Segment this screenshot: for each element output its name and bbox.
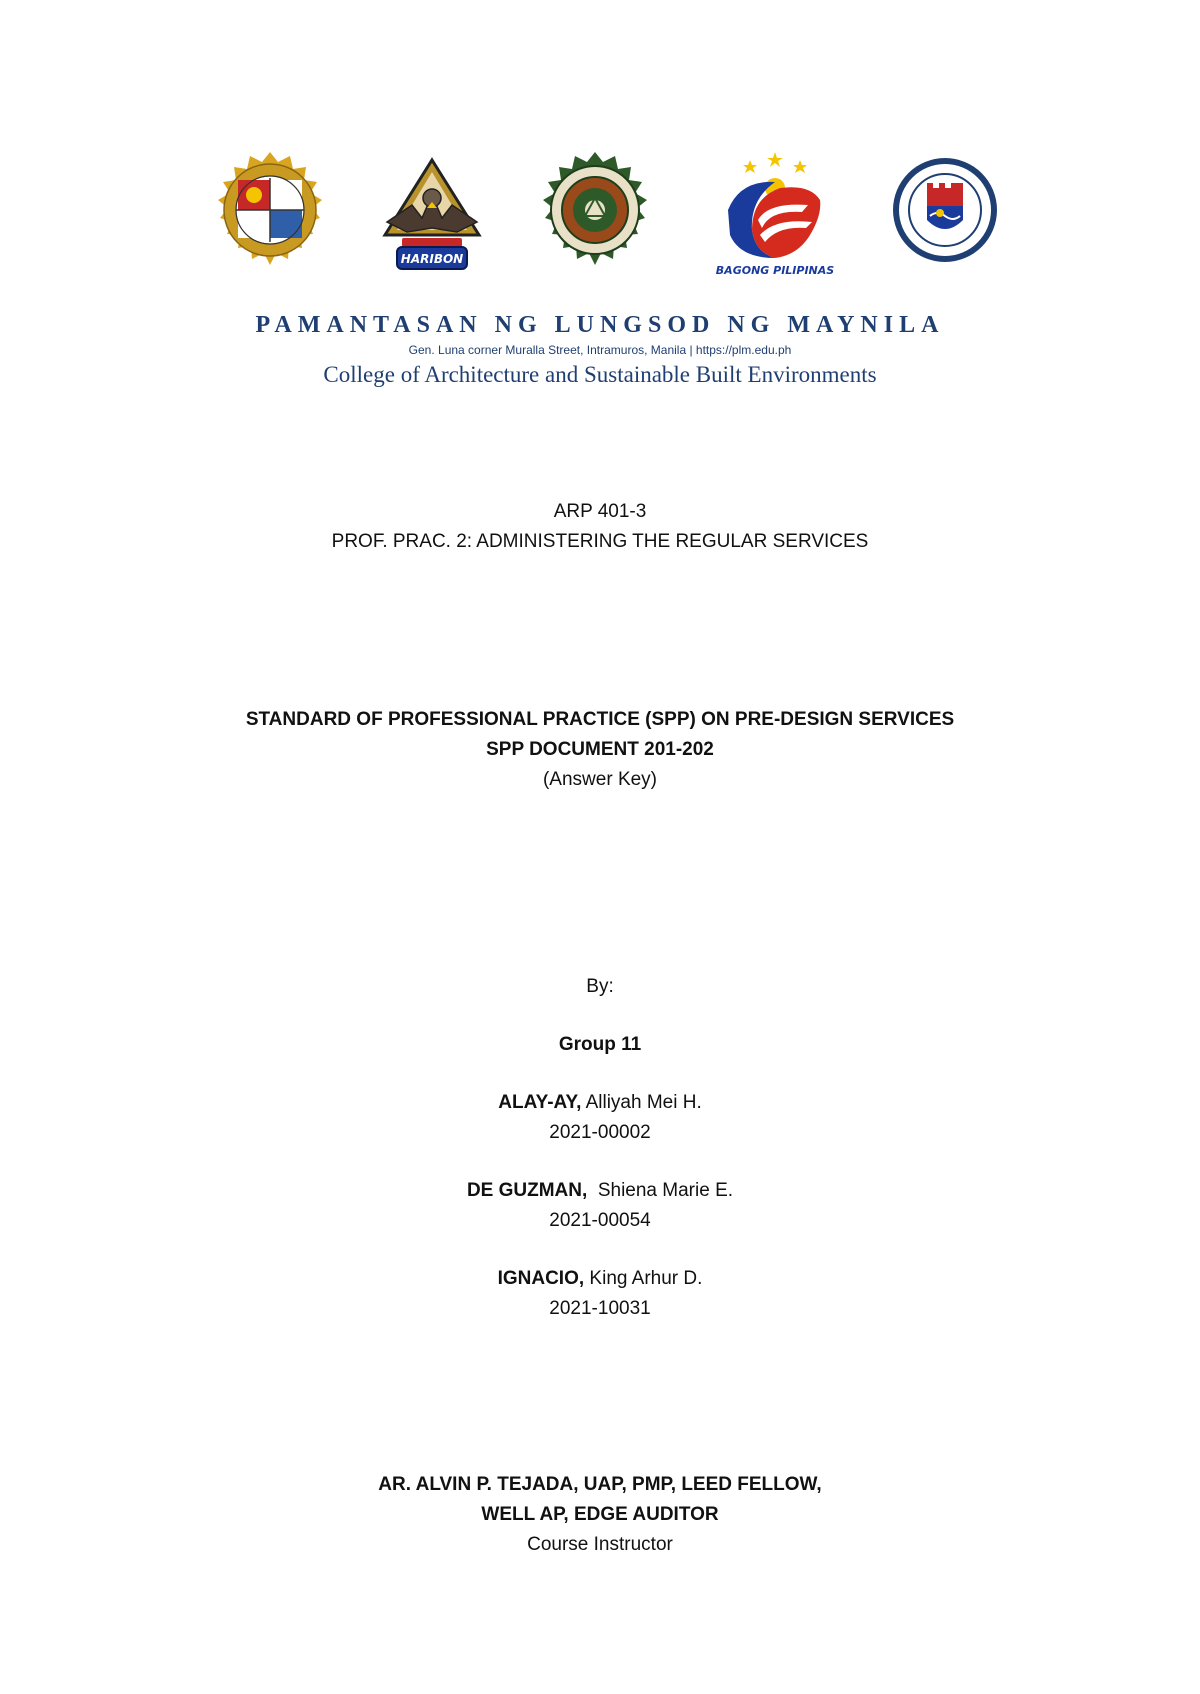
group-name: Group 11: [558, 1034, 642, 1055]
member-given-name: King Arhur D.: [584, 1268, 703, 1289]
college-name: College of Architecture and Sustainable Built Environments: [323, 362, 877, 387]
member-given-name: Alliyah Mei H.: [581, 1092, 702, 1113]
instructor-name-line-2: WELL AP, EDGE AUDITOR: [481, 1504, 719, 1525]
member-id: 2021-00054: [549, 1210, 651, 1231]
member-name: [0, 1091, 1200, 1115]
university-address: Gen. Luna corner Muralla Street, Intramuros, Manila | https://plm.edu.ph: [408, 343, 792, 357]
course-code: ARP 401-3: [553, 501, 647, 522]
member-id: 2021-10031: [549, 1298, 651, 1319]
college-seal-icon: [530, 150, 660, 280]
document-number: SPP DOCUMENT 201-202: [486, 739, 714, 760]
member-name: [0, 1267, 1200, 1291]
university-name: PAMANTASAN NG LUNGSOD NG MAYNILA: [255, 312, 945, 338]
member-name: [0, 1179, 1200, 1203]
svg-text:BAGONG PILIPINAS: BAGONG PILIPINAS: [715, 264, 835, 277]
haribon-eagle-logo-icon: [367, 150, 497, 280]
instructor-role: Course Instructor: [527, 1534, 673, 1555]
course-title: PROF. PRAC. 2: ADMINISTERING THE REGULAR SERVICES: [331, 531, 869, 552]
svg-text:HARIBON: HARIBON: [400, 252, 464, 266]
instructor-name-line-1: AR. ALVIN P. TEJADA, UAP, PMP, LEED FELLOW,: [378, 1474, 822, 1495]
by-label: By:: [586, 976, 614, 997]
member-surname: DE GUZMAN,: [466, 1180, 588, 1201]
document-title: STANDARD OF PROFESSIONAL PRACTICE (SPP) ON PRE-DESIGN SERVICES: [245, 709, 955, 730]
member-id: 2021-00002: [549, 1122, 651, 1143]
member-given-name: Shiena Marie E.: [587, 1180, 734, 1201]
member-surname: IGNACIO,: [497, 1268, 585, 1289]
bagong-pilipinas-logo-icon: [710, 150, 840, 280]
logo-row: [0, 150, 1200, 280]
document-note: (Answer Key): [542, 769, 658, 790]
plm-university-seal-icon: [205, 150, 335, 280]
member-surname: ALAY-AY,: [498, 1092, 582, 1113]
lungsod-ng-maynila-seal-icon: [880, 150, 1010, 280]
